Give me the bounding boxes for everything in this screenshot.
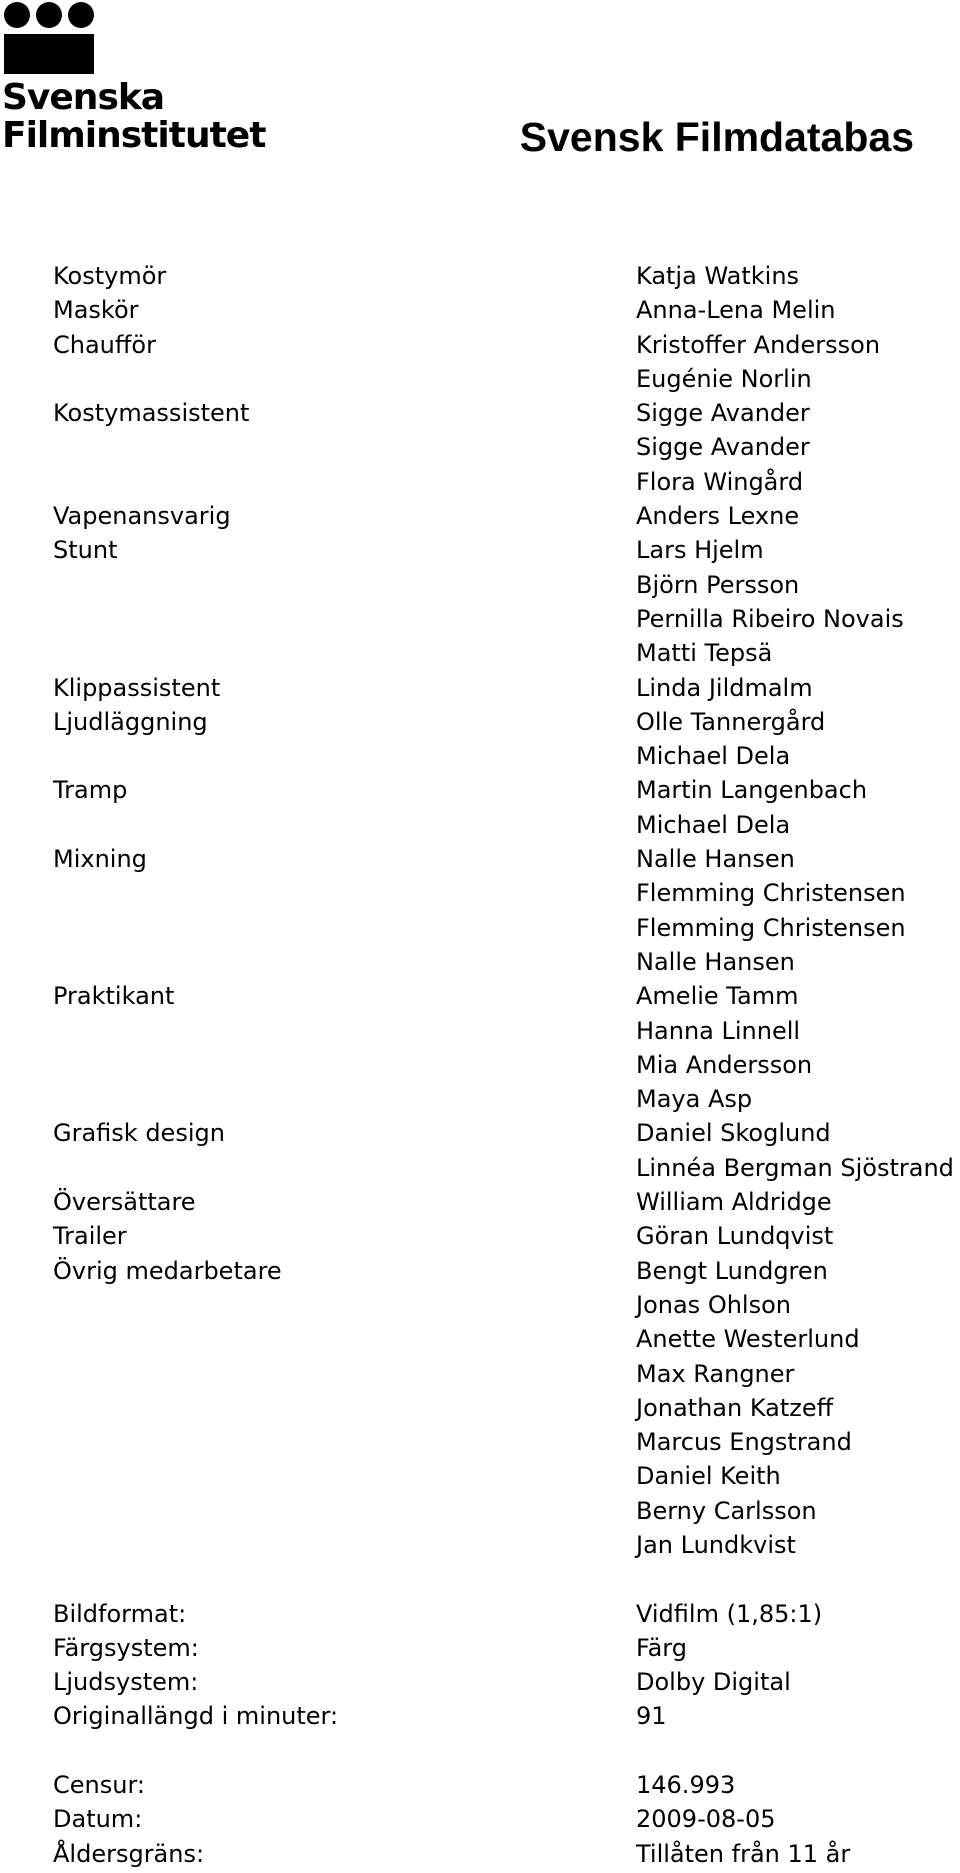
credit-row	[53, 362, 960, 396]
credit-row	[53, 1322, 960, 1356]
credit-role: Kostymassistent	[53, 399, 250, 428]
credit-row	[53, 1219, 960, 1253]
credit-row	[53, 671, 960, 705]
info-row	[53, 1665, 960, 1699]
credit-name: Nalle Hansen	[636, 947, 795, 976]
info-label: Färgsystem:	[53, 1633, 199, 1662]
credit-role: Tramp	[53, 776, 128, 805]
credit-row	[53, 533, 960, 567]
credit-name: Jonas Ohlson	[636, 1290, 791, 1319]
credit-row	[53, 979, 960, 1013]
censorship-info	[53, 1768, 960, 1871]
credit-name: Martin Langenbach	[636, 776, 868, 805]
logo-block-icon	[4, 34, 94, 74]
credit-row	[53, 1185, 960, 1219]
credits-list	[53, 259, 960, 1562]
credit-role: Chaufför	[53, 330, 156, 359]
logo-text-line-2: Filminstitutet	[2, 115, 266, 156]
credit-role: Översättare	[53, 1188, 196, 1217]
credit-name: Pernilla Ribeiro Novais	[636, 604, 904, 633]
credit-name: Flemming Christensen	[636, 879, 906, 908]
credit-name: Flemming Christensen	[636, 913, 906, 942]
info-label: Bildformat:	[53, 1599, 187, 1628]
credit-name: Eugénie Norlin	[636, 364, 812, 393]
credit-row	[53, 1014, 960, 1048]
info-label: Censur:	[53, 1771, 145, 1800]
credit-role: Praktikant	[53, 982, 175, 1011]
credit-name: Anna-Lena Melin	[636, 296, 836, 325]
credit-role: Klippassistent	[53, 673, 221, 702]
credit-row	[53, 293, 960, 327]
credit-name: Kristoffer Andersson	[636, 330, 881, 359]
info-row	[53, 1837, 960, 1871]
section-spacer	[53, 1734, 960, 1768]
credit-row	[53, 568, 960, 602]
credit-row	[53, 808, 960, 842]
credit-row	[53, 499, 960, 533]
credit-role: Maskör	[53, 296, 139, 325]
credit-name: Olle Tannergård	[636, 707, 826, 736]
logo-dot	[4, 2, 30, 28]
credit-row	[53, 1425, 960, 1459]
credit-role: Mixning	[53, 845, 147, 874]
info-value: 2009-08-05	[636, 1805, 776, 1834]
credit-role: Vapenansvarig	[53, 502, 231, 531]
credit-row	[53, 1494, 960, 1528]
credit-name: Sigge Avander	[636, 433, 810, 462]
credit-name: Daniel Skoglund	[636, 1119, 831, 1148]
credit-name: Matti Tepsä	[636, 639, 773, 668]
credit-row	[53, 1357, 960, 1391]
section-spacer	[53, 1562, 960, 1596]
credit-name: Göran Lundqvist	[636, 1222, 834, 1251]
credit-row	[53, 911, 960, 945]
credit-row	[53, 1288, 960, 1322]
credit-row	[53, 1254, 960, 1288]
credit-row	[53, 602, 960, 636]
credit-name: Lars Hjelm	[636, 536, 764, 565]
info-label: Originallängd i minuter:	[53, 1702, 339, 1731]
credit-row	[53, 328, 960, 362]
logo-dot	[36, 2, 62, 28]
credit-name: Linnéa Bergman Sjöstrand	[636, 1153, 954, 1182]
credit-name: Jonathan Katzeff	[636, 1393, 834, 1422]
logo-dot	[68, 2, 94, 28]
credit-name: Marcus Engstrand	[636, 1428, 852, 1457]
credit-row	[53, 636, 960, 670]
credit-row	[53, 259, 960, 293]
info-label: Datum:	[53, 1805, 143, 1834]
info-value: 91	[636, 1702, 667, 1731]
info-row	[53, 1631, 960, 1665]
credit-row	[53, 465, 960, 499]
info-row	[53, 1597, 960, 1631]
info-value: Dolby Digital	[636, 1668, 791, 1697]
credit-name: Hanna Linnell	[636, 1016, 801, 1045]
info-value: Tillåten från 11 år	[636, 1839, 851, 1868]
credit-name: Anders Lexne	[636, 502, 800, 531]
credit-row	[53, 842, 960, 876]
credit-name: Katja Watkins	[636, 262, 800, 290]
page-title: Svensk Filmdatabas	[519, 114, 914, 160]
credit-name: Berny Carlsson	[636, 1496, 817, 1525]
info-row	[53, 1768, 960, 1802]
credit-name: Jan Lundkvist	[636, 1530, 796, 1559]
credit-name: Björn Persson	[636, 570, 800, 599]
logo-text-line-1: Svenska	[2, 77, 165, 118]
credit-name: Maya Asp	[636, 1085, 753, 1114]
credit-name: Nalle Hansen	[636, 845, 795, 874]
credit-row	[53, 876, 960, 910]
info-value: 146.993	[636, 1771, 736, 1800]
credit-row	[53, 1459, 960, 1493]
credit-name: Bengt Lundgren	[636, 1256, 828, 1285]
credit-row	[53, 1048, 960, 1082]
credit-role: Stunt	[53, 536, 118, 565]
credit-role: Grafisk design	[53, 1119, 225, 1148]
credit-name: Linda Jildmalm	[636, 673, 813, 702]
credit-name: William Aldridge	[636, 1188, 832, 1217]
credit-name: Max Rangner	[636, 1359, 795, 1388]
credit-row	[53, 1151, 960, 1185]
credit-name: Michael Dela	[636, 742, 791, 771]
credit-name: Amelie Tamm	[636, 982, 799, 1011]
info-label: Ljudsystem:	[53, 1668, 199, 1697]
film-details	[53, 259, 960, 1871]
credit-row	[53, 739, 960, 773]
credit-name: Michael Dela	[636, 810, 791, 839]
credit-row	[53, 396, 960, 430]
credit-role: Ljudläggning	[53, 707, 208, 736]
info-label: Åldersgräns:	[53, 1839, 205, 1868]
info-row	[53, 1699, 960, 1733]
credit-row	[53, 945, 960, 979]
credit-name: Flora Wingård	[636, 467, 804, 496]
credit-row	[53, 773, 960, 807]
credit-row	[53, 1528, 960, 1562]
info-value: Vidfilm (1,85:1)	[636, 1599, 823, 1628]
credit-role: Övrig medarbetare	[53, 1256, 282, 1285]
info-value: Färg	[636, 1633, 687, 1662]
credit-row	[53, 430, 960, 464]
credit-row	[53, 705, 960, 739]
credit-row	[53, 1116, 960, 1150]
credit-role: Kostymör	[53, 262, 167, 290]
svenska-filminstitutet-logo	[2, 2, 266, 158]
credit-role: Trailer	[53, 1222, 127, 1251]
info-row	[53, 1802, 960, 1836]
credit-row	[53, 1082, 960, 1116]
credit-name: Sigge Avander	[636, 399, 810, 428]
credit-name: Mia Andersson	[636, 1050, 813, 1079]
credit-name: Daniel Keith	[636, 1462, 781, 1491]
credit-row	[53, 1391, 960, 1425]
technical-info	[53, 1597, 960, 1734]
credit-name: Anette Westerlund	[636, 1325, 860, 1354]
